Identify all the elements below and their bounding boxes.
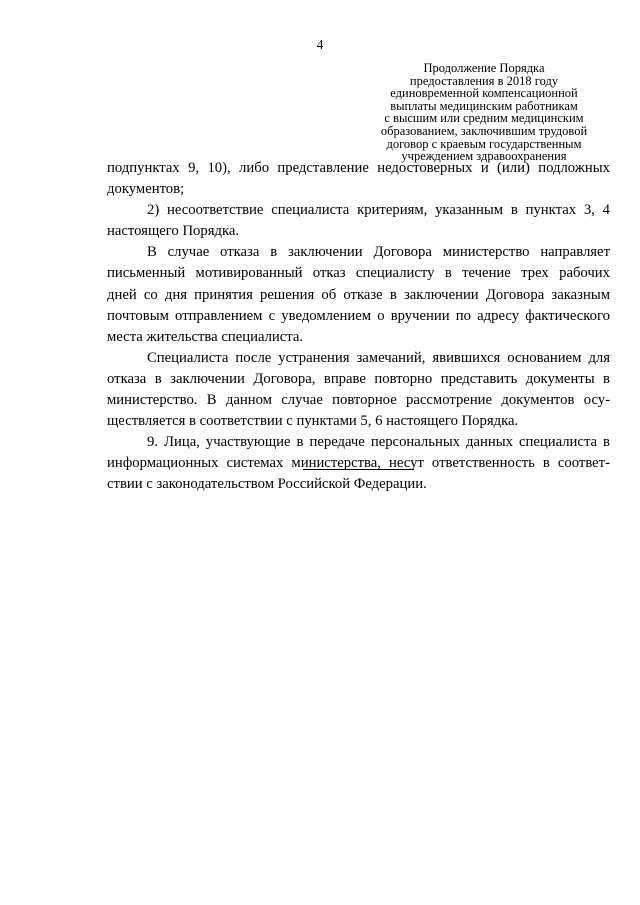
header-line: с высшим или средним медицинским bbox=[384, 111, 584, 126]
header-line: учреждением здравоохранения bbox=[401, 149, 567, 164]
header-continuation-note bbox=[368, 62, 600, 163]
text-line: В случае отказа в заключении Договора министерство направляет bbox=[147, 244, 610, 261]
header-line: предоставления в 2018 году bbox=[409, 73, 559, 88]
text-line: документов; bbox=[107, 181, 185, 198]
text-line: настоящего Порядка. bbox=[107, 223, 240, 240]
paragraph-resubmission bbox=[107, 348, 610, 432]
end-divider-line bbox=[303, 469, 414, 470]
text-line: ствии с законодательством Российской Федерации. bbox=[107, 476, 427, 493]
header-line: договор с краевым государственным bbox=[386, 136, 582, 151]
header-line: единовременной компенсационной bbox=[390, 86, 578, 101]
text-line: дней со дня принятия решения об отказе в заключении Договора заказным bbox=[107, 286, 610, 303]
paragraph-item-9 bbox=[107, 432, 610, 495]
text-line: почтовым отправлением с уведомлением о вручении по адресу фактического bbox=[107, 307, 610, 324]
text-line: Специалиста после устранения замечаний, явившихся основанием для bbox=[147, 349, 610, 366]
text-line: письменный мотивированный отказ специалисту в течение трех рабочих bbox=[107, 265, 610, 282]
text-line: 9. Лица, участвующие в передаче персональных данных специалиста в bbox=[147, 434, 610, 451]
text-line: подпунктах 9, 10), либо представление недостоверных и (или) подложных bbox=[107, 160, 610, 176]
text-line: отказа в заключении Договора, вправе повторно представить документы в bbox=[107, 370, 610, 387]
header-line: выплаты медицинским работникам bbox=[390, 98, 578, 113]
body-text bbox=[107, 158, 610, 496]
text-line: 2) несоответствие специалиста критериям, указанным в пунктах 3, 4 bbox=[147, 202, 610, 219]
paragraph-refusal-notice bbox=[107, 242, 610, 347]
text-line: информационных системах министерства, несут ответственность в соответ- bbox=[107, 455, 610, 472]
text-line: ществляется в соответствии с пунктами 5, 6 настоящего Порядка. bbox=[107, 413, 519, 430]
header-line: Продолжение Порядка bbox=[423, 61, 545, 75]
text-line: места жительства специалиста. bbox=[107, 328, 304, 345]
page-number: 4 bbox=[316, 37, 324, 52]
header-line: образованием, заключившим трудовой bbox=[380, 123, 588, 138]
paragraph-continuation bbox=[107, 158, 610, 200]
text-line: министерство. В данном случае повторное рассмотрение документов осу- bbox=[107, 392, 610, 409]
paragraph-item-2 bbox=[107, 200, 610, 242]
